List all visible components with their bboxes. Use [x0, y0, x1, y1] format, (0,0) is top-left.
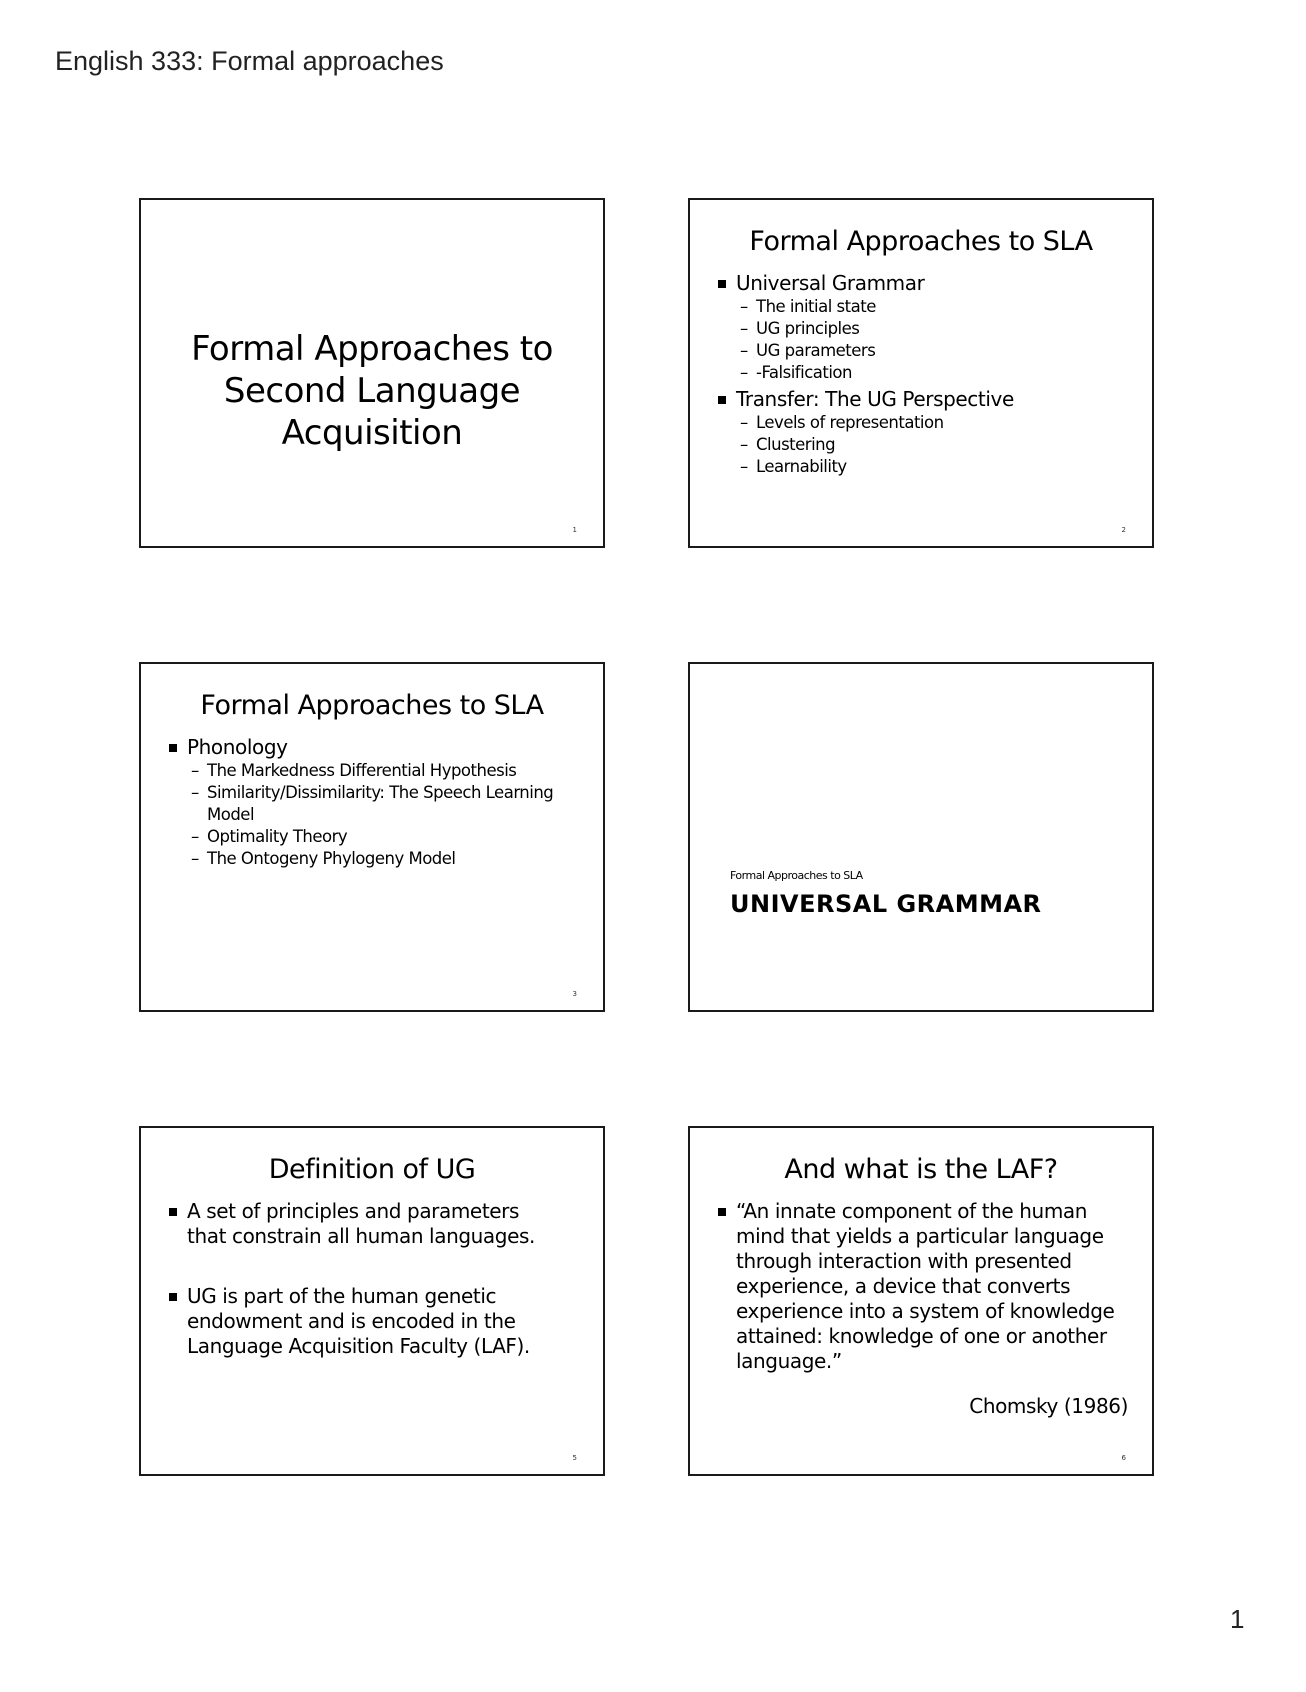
slide-2-title: Formal Approaches to SLA [749, 226, 1093, 257]
slide-2 [688, 198, 1154, 548]
slide-3 [139, 662, 605, 1012]
quote-attribution: Chomsky (1986) [969, 1394, 1128, 1418]
sub-bullet: – The Ontogeny Phylogeny Model [169, 848, 573, 870]
sub-bullet: – Levels of representation [718, 412, 1132, 434]
slide-2-bullets [718, 271, 1132, 478]
page-header: English 333: Formal approaches [55, 46, 444, 76]
bullet: UG is part of the human genetic endowment and is encoded in the Language Acquisition Faculty (LAF). [169, 1284, 563, 1359]
sub-bullet: – Learnability [718, 456, 1132, 478]
sub-bullet: – -Falsification [718, 362, 1132, 384]
slide-1-title-line: Acquisition [281, 413, 463, 453]
slide-number: 6 [1121, 1454, 1126, 1462]
slide-number: 5 [572, 1454, 577, 1462]
bullet: Universal Grammar [718, 271, 1132, 296]
slide-number: 3 [572, 990, 577, 998]
slide-6 [688, 1126, 1154, 1476]
page-number: 1 [1230, 1604, 1245, 1634]
sub-bullet: – UG principles [718, 318, 1132, 340]
sub-bullet: – Optimality Theory [169, 826, 573, 848]
slide-1-title-line: Formal Approaches to [191, 329, 553, 369]
sub-bullet: – The initial state [718, 296, 1132, 318]
sub-bullet: – Clustering [718, 434, 1132, 456]
slide-3-title: Formal Approaches to SLA [200, 690, 544, 721]
slide-1 [139, 198, 605, 548]
slide-5-title: Definition of UG [268, 1154, 476, 1185]
slide-1-title-line: Second Language [223, 371, 521, 411]
bullet: Transfer: The UG Perspective [718, 387, 1132, 412]
section-subtitle: Formal Approaches to SLA [730, 869, 863, 882]
sub-bullet: – Similarity/Dissimilarity: The Speech Learning Model [169, 782, 573, 826]
slide-number: 1 [572, 526, 577, 534]
bullet: A set of principles and parameters that constrain all human languages. [169, 1199, 563, 1249]
slide-3-bullets [169, 735, 573, 870]
slide-number: 2 [1121, 526, 1126, 534]
sub-bullet: – The Markedness Differential Hypothesis [169, 760, 573, 782]
sub-bullet: – UG parameters [718, 340, 1132, 362]
slide-5-bullets [169, 1199, 563, 1359]
slide-6-title: And what is the LAF? [784, 1154, 1058, 1185]
slide-5 [139, 1126, 605, 1476]
bullet: “An innate component of the human mind that yields a particular language through interaction with presented experience, a device that converts experience into a system of knowledge attained: knowledge of one or another language.” [718, 1199, 1128, 1374]
slide-1-title [141, 328, 603, 454]
bullet: Phonology [169, 735, 573, 760]
section-title: UNIVERSAL GRAMMAR [730, 890, 1042, 918]
slide-4 [688, 662, 1154, 1012]
slide-6-bullets [718, 1199, 1128, 1374]
